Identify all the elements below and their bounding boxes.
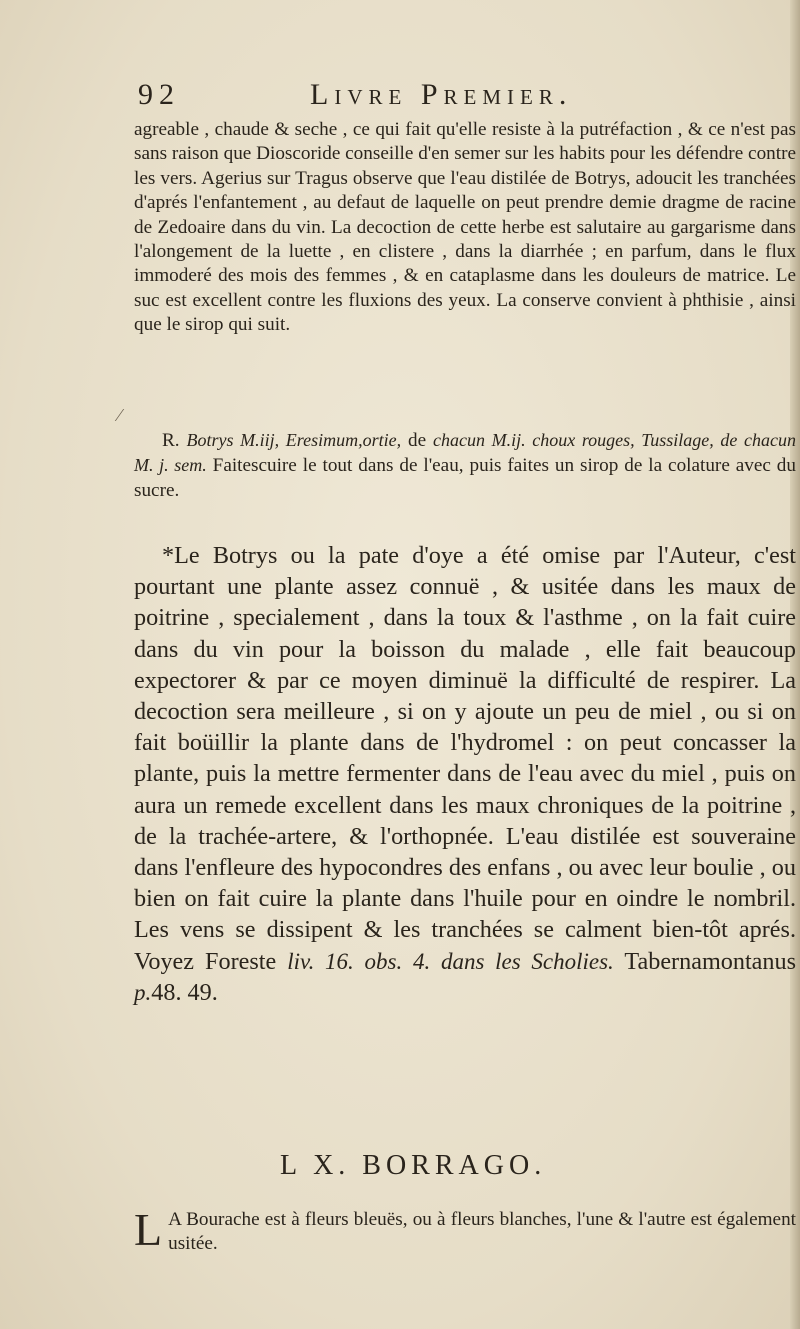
paragraph-text: agreable , chaude & seche , ce qui fait qu'elle resiste à la putréfaction , & ce n'est pas sans raison que Dioscoride conseille d'en semer sur les habits pour les défendre contre les vers. Agerius sur Tragus observe que l'eau distilée de Botrys, adoucit les tranchées d'aprés l'enfantement , au defaut de laquelle on peut prendre demie dragme de racine de Zedoaire dans du vin. La decoction de cette herbe est salutaire au gargarisme dans l'alongement de la luette , en clistere , dans la diarrhée ; en parfum, dans le flux immoderé des mois des femmes , & en cataplasme dans les douleurs de matrice. Le suc est excellent contre les fluxions des yeux. La conserve convient à phthisie , ainsi que le sirop qui suit.	[134, 119, 796, 336]
recipe-prefix: R.	[162, 430, 180, 451]
borrago-paragraph	[134, 1204, 796, 1257]
recipe-roman-1: de	[401, 430, 434, 451]
margin-tick-mark: ⁄	[118, 405, 122, 425]
recipe-text	[134, 428, 796, 503]
recipe-instructions: Faitescuire le tout dans de l'eau, puis faites un sirop de la colature avec du sucre.	[134, 455, 796, 501]
drop-cap: L	[134, 1204, 163, 1255]
recipe-ingredients-1: Botrys M.iij, Eresimum,ortie,	[186, 430, 402, 450]
note-pages: 48. 49.	[151, 978, 218, 1006]
note-reference: liv. 16. obs. 4. dans les Scholies.	[287, 948, 614, 974]
running-header	[138, 78, 658, 118]
editor-note	[134, 540, 796, 1008]
running-title: Livre Premier.	[310, 78, 573, 111]
recipe-paragraph	[134, 428, 796, 503]
section-heading: L X. BORRAGO.	[280, 1150, 547, 1181]
borrago-body: A Bourache est à fleurs bleuës, ou à fleurs blanches, l'une & l'autre est également usitée.	[168, 1209, 796, 1255]
borrago-text	[134, 1204, 796, 1257]
note-page-abbrev: p.	[134, 979, 152, 1005]
note-body-2: Tabernamontanus	[613, 947, 796, 975]
main-paragraph	[134, 118, 796, 338]
recipe-ingredients-2: chacun M.ij. choux rouges, Tussilage, de chacun M. j. sem.	[134, 430, 796, 476]
note-body: *Le Botrys ou la pate d'oye a été omise par l'Auteur, c'est pourtant une plante assez connuë , & usitée dans les maux de poitrine , specialement , dans la toux & l'asthme , on la fait cuire dans du vin pour la boisson du malade , elle fait beaucoup expectorer & par ce moyen diminuë la difficulté de respirer. La decoction sera meilleure , si on y ajoute un peu de miel , ou si on fait boüillir la plante dans de l'hydromel : on peut concasser la plante, puis la mettre fermenter dans de l'eau avec du miel , puis on aura un remede excellent dans les maux chroniques de la poitrine , de la trachée-artere, & l'orthopnée. L'eau distilée est souveraine dans l'enfleure des hypocondres des enfans , ou avec leur boulie , ou bien on fait cuire la plante dans l'huile pour en oindre le nombril. Les vens se dissipent & les tranchées se calment bien-tôt aprés. Voyez Foreste	[134, 542, 796, 975]
note-text	[134, 540, 796, 1008]
page-number: 92	[138, 78, 180, 111]
